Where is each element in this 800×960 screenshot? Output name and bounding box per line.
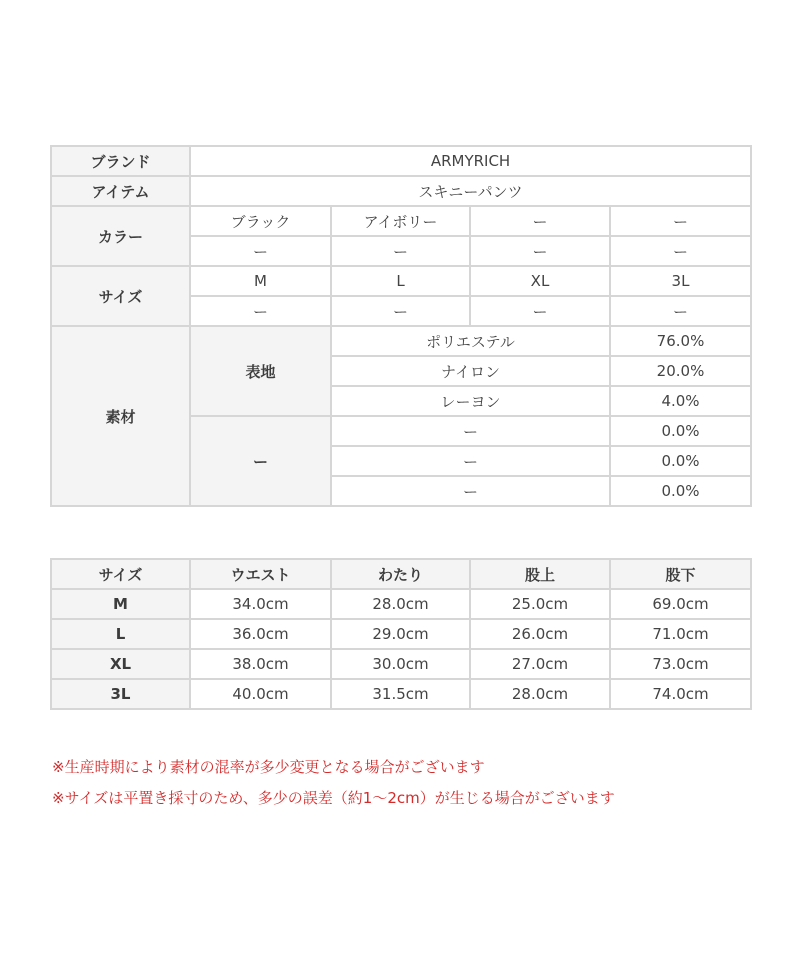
size-label: サイズ [51,266,190,326]
material-percent: 0.0% [610,446,751,476]
size-cell: 3L [610,266,751,296]
brand-label: ブランド [51,146,190,176]
measure-cell: 71.0cm [610,619,751,649]
notes [52,752,615,814]
measure-cell: 26.0cm [470,619,610,649]
material-name: レーヨン [331,386,610,416]
row-header: 3L [51,679,190,709]
measure-cell: 73.0cm [610,649,751,679]
size-cell: XL [470,266,610,296]
measure-cell: 69.0cm [610,589,751,619]
color-cell: ブラック [190,206,331,236]
measure-cell: 36.0cm [190,619,331,649]
material-group-label: 表地 [190,326,331,416]
measure-cell: 38.0cm [190,649,331,679]
color-cell: ー [610,236,751,266]
size-cell: ー [470,296,610,326]
color-cell: ー [610,206,751,236]
size-header-row [51,559,751,589]
table-row [51,619,751,649]
table-row [51,649,751,679]
measure-cell: 31.5cm [331,679,470,709]
size-cell: M [190,266,331,296]
material-name: ポリエステル [331,326,610,356]
material-name: ー [331,476,610,506]
size-cell: L [331,266,470,296]
material-group-label: ー [190,416,331,506]
note-material-blend: ※生産時期により素材の混率が多少変更となる場合がございます [52,758,485,776]
item-label: アイテム [51,176,190,206]
material-percent: 0.0% [610,416,751,446]
size-cell: ー [190,296,331,326]
product-spec-table [50,145,752,507]
note-measurement-error: ※サイズは平置き採寸のため、多少の誤差（約1～2cm）が生じる場合がございます [52,789,615,807]
measure-cell: 27.0cm [470,649,610,679]
row-header: M [51,589,190,619]
color-cell: ー [331,236,470,266]
size-cell: ー [610,296,751,326]
color-cell: ー [470,236,610,266]
color-cell: ー [190,236,331,266]
measure-cell: 74.0cm [610,679,751,709]
table-row [51,589,751,619]
column-header: ウエスト [190,559,331,589]
item-value: スキニーパンツ [190,176,751,206]
color-label: カラー [51,206,190,266]
table-row [51,679,751,709]
material-percent: 76.0% [610,326,751,356]
measure-cell: 28.0cm [470,679,610,709]
color-cell: アイボリー [331,206,470,236]
material-name: ー [331,416,610,446]
measure-cell: 25.0cm [470,589,610,619]
color-cell: ー [470,206,610,236]
material-percent: 20.0% [610,356,751,386]
measure-cell: 34.0cm [190,589,331,619]
column-header: サイズ [51,559,190,589]
measure-cell: 28.0cm [331,589,470,619]
row-header: XL [51,649,190,679]
material-percent: 4.0% [610,386,751,416]
material-label: 素材 [51,326,190,506]
material-percent: 0.0% [610,476,751,506]
row-header: L [51,619,190,649]
brand-value: ARMYRICH [190,146,751,176]
measure-cell: 29.0cm [331,619,470,649]
size-cell: ー [331,296,470,326]
measure-cell: 40.0cm [190,679,331,709]
column-header: 股下 [610,559,751,589]
column-header: わたり [331,559,470,589]
size-chart-table [50,558,752,710]
column-header: 股上 [470,559,610,589]
measure-cell: 30.0cm [331,649,470,679]
material-name: ー [331,446,610,476]
material-name: ナイロン [331,356,610,386]
